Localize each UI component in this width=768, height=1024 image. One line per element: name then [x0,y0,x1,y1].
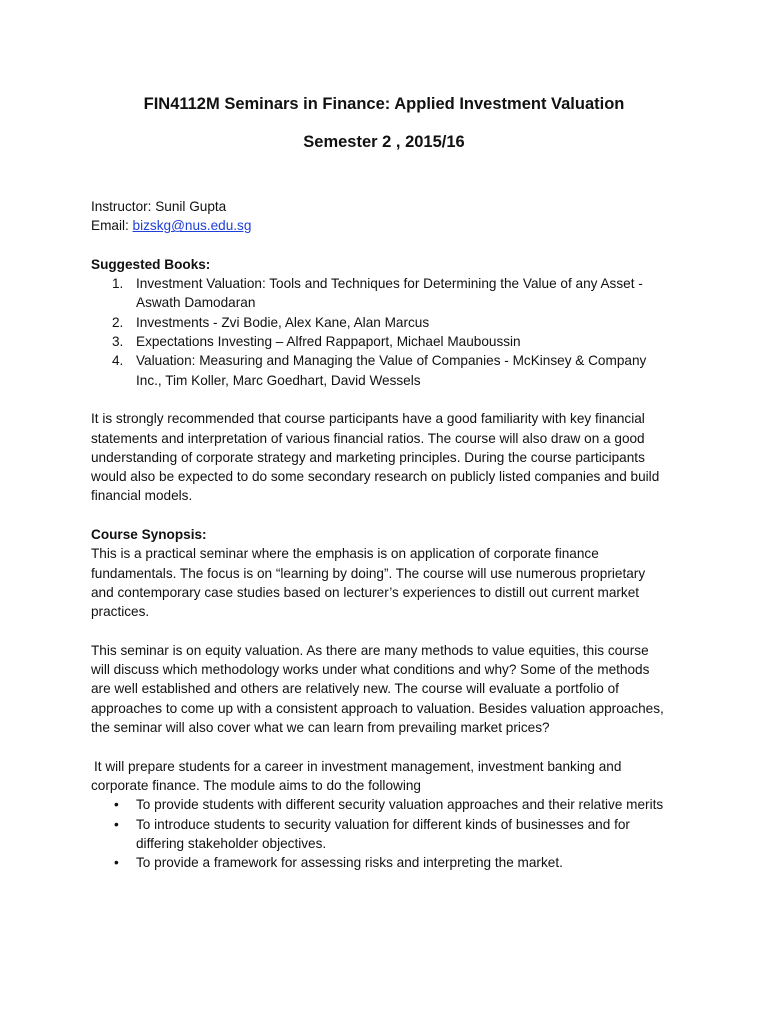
book-number: 2. [112,314,124,330]
spacer [91,622,691,641]
paragraph-line: corporate finance. The module aims to do the following [91,777,421,793]
paragraph-line: It is strongly recommended that course participants have a good familiarity with key financial [91,411,645,427]
document-subtitle: Semester 2 , 2015/16 [303,133,465,151]
book-item [91,313,691,332]
paragraph-line: statements and interpretation of various financial ratios. The course will also draw on a good [91,430,645,446]
spacer [91,236,691,255]
book-item [91,351,691,390]
paragraph-line: This seminar is on equity valuation. As there are many methods to value equities, this course [91,642,649,658]
synopsis-paragraph-2 [91,641,691,737]
objective-item [91,853,691,872]
paragraph-line: practices. [91,604,150,620]
bullet-icon: • [114,855,119,871]
bullet-icon: • [114,797,119,813]
instructor-line: Instructor: Sunil Gupta [91,199,227,214]
paragraph-line: fundamentals. The focus is on “learning by doing”. The course will use numerous proprietary [91,565,646,581]
books-list [91,274,691,390]
objective-line: differing stakeholder objectives. [136,835,327,851]
book-item [91,332,691,351]
email-link[interactable]: bizskg@nus.edu.sg [132,218,252,234]
book-line: Expectations Investing – Alfred Rappaport, Michael Mauboussin [136,334,521,350]
paragraph-line: are well established and others are relatively new. The course will evaluate a portfolio of [91,681,619,697]
synopsis-paragraph-1 [91,544,691,621]
paragraph-line: will discuss which methodology works under what conditions and why? Some of the methods [91,662,650,678]
objective-line: To introduce students to security valuation for different kinds of businesses and for [136,816,630,832]
paragraph-line: It will prepare students for a career in investment management, investment banking and [94,758,622,774]
book-number: 4. [112,353,124,369]
objective-line: To provide students with different security valuation approaches and their relative merits [136,797,664,813]
document-title: FIN4112M Seminars in Finance: Applied Investment Valuation [143,95,625,113]
objective-line: To provide a framework for assessing risks and interpreting the market. [136,855,563,871]
book-line: Aswath Damodaran [136,295,256,311]
document-body [91,197,691,872]
synopsis-heading: Course Synopsis: [91,527,207,543]
books-heading: Suggested Books: [91,256,211,272]
email-label: Email: [91,218,133,234]
synopsis-paragraph-3 [91,757,691,796]
objectives-list [91,795,691,872]
book-line: Valuation: Measuring and Managing the Value of Companies - McKinsey & Company [136,353,647,369]
paragraph-line: financial models. [91,488,193,504]
book-line: Investments - Zvi Bodie, Alex Kane, Alan Marcus [136,314,430,330]
paragraph-line: understanding of corporate strategy and marketing principles. During the course participants [91,449,645,465]
paragraph-line: and contemporary case studies based on lecturer’s experiences to distill out current market [91,584,640,600]
spacer [91,506,691,525]
objective-item [91,795,691,814]
spacer [91,390,691,409]
email-line [91,216,691,235]
objective-item [91,815,691,854]
bullet-icon: • [114,816,119,832]
spacer [91,737,691,756]
book-number: 1. [112,276,124,292]
book-line: Investment Valuation: Tools and Techniques for Determining the Value of any Asset - [136,276,643,292]
paragraph-line: This is a practical seminar where the emphasis is on application of corporate finance [91,546,599,562]
book-item [91,274,691,313]
paragraph-line: the seminar will also cover what we can learn from prevailing market prices? [91,720,550,736]
paragraph-line: would also be expected to do some secondary research on publicly listed companies and build [91,469,660,485]
book-line: Inc., Tim Koller, Marc Goedhart, David Wessels [136,372,421,388]
book-number: 3. [112,334,124,350]
recommendation-paragraph [91,409,691,505]
paragraph-line: approaches to come up with a consistent approach to valuation. Besides valuation approaches, [91,700,664,716]
